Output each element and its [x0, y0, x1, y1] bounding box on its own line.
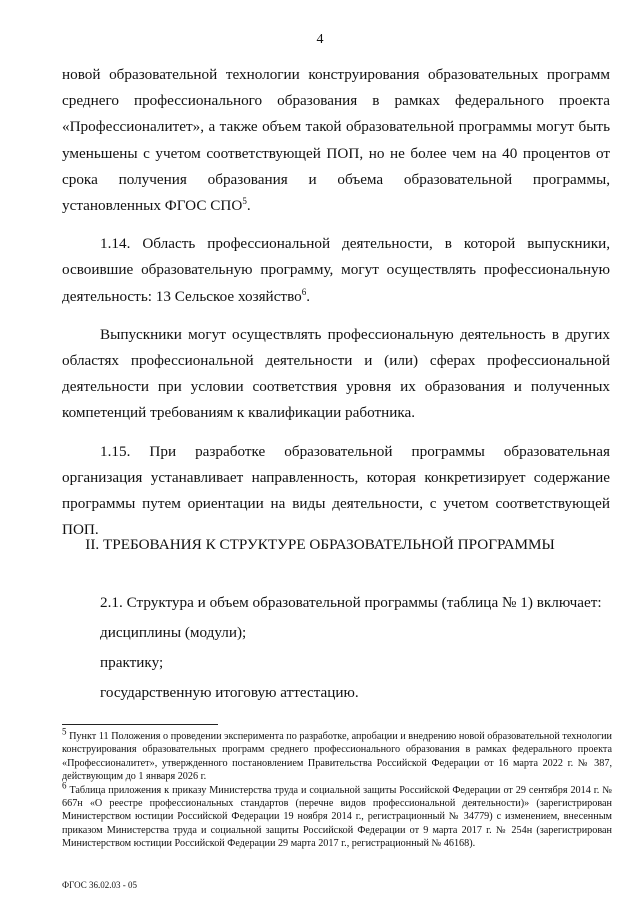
footnotes [62, 726, 612, 851]
paragraph-end: . [306, 287, 311, 305]
footnote-divider [62, 724, 218, 725]
footnote-6 [62, 780, 612, 851]
section-title: II. ТРЕБОВАНИЯ К СТРУКТУРЕ ОБРАЗОВАТЕЛЬНОЙ ПРОГРАММЫ [85, 536, 555, 553]
structure-list [62, 588, 610, 708]
list-intro: 2.1. Структура и объем образовательной программы (таблица № 1) включает: [100, 594, 602, 611]
footnote-5 [62, 726, 612, 784]
paragraph-1-15: 1.15. При разработке образовательной программы образовательная организация устанавливает направленность, которая конкретизирует содержание программы путем ориентации на виды деятельности, с учетом соответствующей ПОП. [62, 442, 610, 539]
paragraph-continuation [62, 62, 610, 219]
paragraph-graduates: Выпускники могут осуществлять профессиональную деятельность в других областях профессиональной деятельности и (или) сферах профессиональной деятельности при условии соответствия уровня их образования и полученных компетенций требованиям к квалификации работника. [62, 325, 610, 422]
list-item: государственную итоговую аттестацию. [100, 684, 359, 701]
body-text [62, 62, 610, 543]
footnote-text: Пункт 11 Положения о проведении эксперимента по разработке, апробации и внедрению новой образовательной технологии конструирования образовательных программ среднего профессионального образования в рамках федерального проекта «Профессионалитет», утвержденного постановлением Правительства Российской Федерации от 16 марта 2022 г. № 387, действующим до 1 января 2026 г. [62, 731, 612, 783]
footnote-marker: 6 [62, 780, 67, 791]
paragraph-end: . [246, 197, 251, 215]
page-number: 4 [316, 32, 324, 47]
footnote-marker: 5 [62, 726, 67, 737]
paragraph-1-14 [62, 231, 610, 310]
list-item: практику; [100, 654, 164, 671]
paragraph-text: 1.14. Область профессиональной деятельности, в которой выпускники, освоившие образовательную программу, могут осуществлять профессиональную деятельность: 13 Сельское хозяйство [62, 235, 610, 305]
document-code: ФГОС 36.02.03 - 05 [62, 880, 137, 890]
footnote-ref-6: 6 [301, 286, 307, 297]
paragraph-text: новой образовательной технологии конструирования образовательных программ среднего профессионального образования в рамках федерального проекта «Профессионалитет», а также объем такой образовательной программы могут быть уменьшены с учетом соответствующей ПОП, но не более чем на 40 процентов от срока получения образования и объема образовательной программы, установленных ФГОС СПО [62, 66, 610, 215]
footnote-text: Таблица приложения к приказу Министерства труда и социальной защиты Российской Федерации от 29 сентября 2014 г. № 667н «О реестре профессиональных стандартов (перечне видов профессиональной деятельности)» (зарегистрирован Министерством юстиции Российской Федерации 19 ноября 2014 г., регистрационный № 34779) с изменением, внесенным приказом Министерства труда и социальной защиты Российской Федерации от 9 марта 2017 г. № 254н (зарегистрирован Министерством юстиции Российской Федерации 29 марта 2017 г., регистрационный № 46168). [62, 784, 612, 850]
list-item: дисциплины (модули); [100, 624, 247, 641]
footnote-ref-5: 5 [242, 195, 247, 206]
